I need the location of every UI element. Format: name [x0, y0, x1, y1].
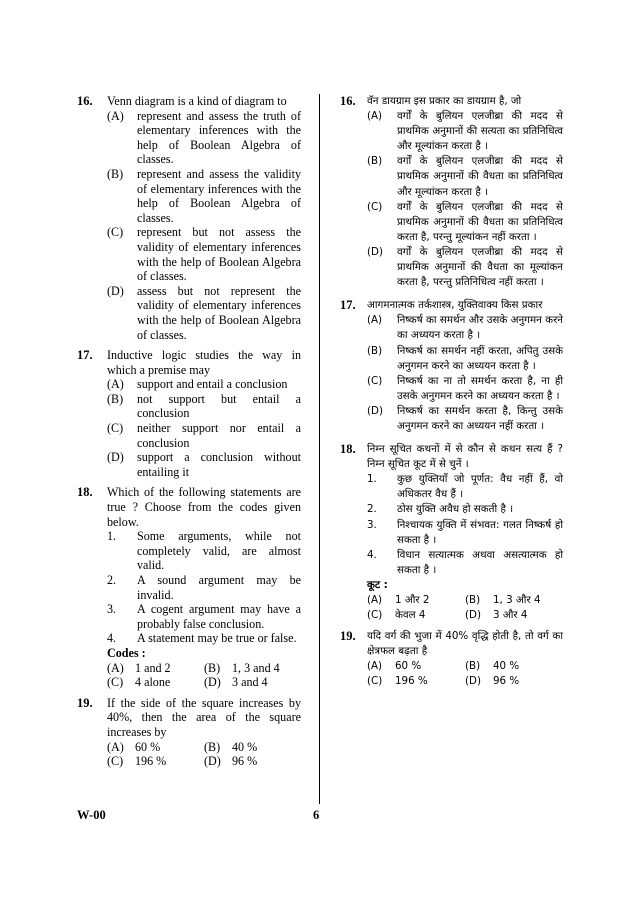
option-text: वर्गों के बुलियन एलजीब्रा की मदद से प्राथमिक अनुमानों की वैधता का प्रतिनिधित्व और मूल्यांकन करता है । [397, 155, 563, 198]
question-18 [77, 485, 301, 689]
option-text: 1 और 2 [395, 594, 430, 606]
question-text: If the side of the square increases by 40%, then the area of the square increases by [107, 695, 301, 739]
statement-label: 4. [107, 631, 117, 646]
option-label: (A) [107, 108, 124, 123]
question-text: Inductive logic studies the way in which a premise may [107, 348, 301, 377]
statement-label: 3. [107, 602, 117, 617]
statement-label: 2. [107, 573, 117, 587]
option-label: (B) [367, 344, 383, 357]
option-d[interactable] [204, 754, 301, 769]
english-column [77, 94, 301, 769]
statement-label: 1. [107, 529, 117, 544]
question-text: आगमनात्मक तर्कशास्त्र, युक्तिवाक्य किस प्रकार [367, 299, 543, 312]
paper-code: W-00 [77, 808, 106, 822]
option-d[interactable] [204, 675, 301, 690]
option-a[interactable] [367, 659, 465, 674]
option-b[interactable] [204, 661, 301, 676]
option-text: केवल 4 [395, 609, 426, 622]
option-label: (C) [107, 675, 124, 690]
option-label: (B) [107, 166, 124, 181]
option-c[interactable] [107, 225, 301, 283]
code-options [367, 593, 563, 623]
option-label: (C) [367, 200, 383, 213]
option-text: represent but not assess the validity of elementary inferences with the help of Boolean Algebra of classes. [137, 225, 301, 284]
option-text: 1, 3 and 4 [232, 660, 280, 675]
option-label: (A) [367, 660, 383, 673]
question-17 [77, 348, 301, 479]
statement-3 [367, 518, 563, 548]
statement-label: 2. [367, 503, 377, 516]
statement-2 [107, 573, 301, 602]
question-text: वॅन डायग्राम इस प्रकार का डायग्राम है, जो [367, 95, 522, 107]
statement-label: 4. [367, 548, 377, 561]
option-text: 3 and 4 [232, 675, 268, 690]
option-b[interactable] [367, 344, 563, 374]
option-label: (D) [107, 450, 124, 465]
option-text: वर्गों के बुलियन एलजीब्रा की मदद से प्राथमिक अनुमानों की सत्यता का प्रतिनिधित्व और मूल्यांकन करता है । [397, 110, 563, 153]
option-a[interactable] [107, 377, 301, 392]
option-a[interactable] [107, 109, 301, 167]
code-options [107, 661, 301, 690]
option-b[interactable] [465, 593, 563, 608]
question-16 [77, 94, 301, 342]
option-d[interactable] [107, 284, 301, 342]
statement-text: कुछ युक्तियाँ जो पूर्णत: वैध नहीं हैं, वो अधिकतर वैध हैं । [397, 473, 563, 501]
option-c[interactable] [367, 200, 563, 245]
option-text: neither support nor entail a conclusion [137, 421, 301, 450]
page-number: 6 [313, 808, 320, 822]
statement-text: विधान सत्यात्मक अथवा असत्यात्मक हो सकता है । [397, 548, 563, 576]
question-number: 17. [77, 348, 93, 363]
option-d[interactable] [465, 608, 563, 623]
option-label: (C) [107, 225, 124, 240]
statement-label: 3. [367, 518, 377, 531]
option-label: (B) [367, 155, 383, 168]
option-c[interactable] [367, 608, 465, 623]
option-a[interactable] [367, 109, 563, 154]
option-c[interactable] [107, 754, 204, 769]
question-number: 19. [77, 695, 93, 710]
statement-3 [107, 602, 301, 631]
option-c[interactable] [367, 374, 563, 404]
option-a[interactable] [367, 313, 563, 343]
question-17 [337, 298, 563, 434]
answer-options [367, 659, 563, 689]
statement-2 [367, 502, 563, 517]
option-text: 96 % [232, 754, 258, 769]
option-label: (A) [367, 594, 383, 606]
option-text: 196 % [395, 675, 428, 688]
option-text: 1, 3 और 4 [493, 594, 541, 606]
option-d[interactable] [367, 404, 563, 434]
option-text: निष्कर्ष का समर्थन और उसके अनुगमन करने का अध्ययन करता है । [397, 314, 563, 342]
question-16 [337, 94, 563, 290]
option-label: (D) [367, 404, 383, 417]
question-text: यदि वर्ग की भुजा में 40% वृद्धि होती है, तो वर्ग का क्षेत्रफल बढ़ता है [367, 630, 563, 658]
statement-4 [107, 631, 301, 646]
codes-title: Codes : [107, 645, 146, 660]
option-label: (C) [367, 675, 383, 688]
option-text: 3 और 4 [493, 609, 528, 622]
option-text: 1 and 2 [135, 660, 171, 675]
option-label: (D) [465, 675, 481, 688]
option-b[interactable] [107, 392, 301, 421]
statement-4 [367, 548, 563, 578]
option-b[interactable] [367, 154, 563, 199]
option-label: (D) [204, 675, 221, 690]
question-number: 16. [77, 94, 93, 108]
question-number: 18. [77, 485, 93, 500]
option-b[interactable] [107, 167, 301, 225]
column-divider [319, 94, 320, 804]
option-text: निष्कर्ष का समर्थन करता है, किन्तु उसके अनुगमन करने का अध्ययन नहीं करता । [397, 404, 563, 432]
statement-text: A sound argument may be invalid. [137, 573, 301, 602]
statement-1 [107, 529, 301, 573]
option-text: 96 % [493, 675, 520, 688]
option-text: represent and assess the truth of elementary inferences with the help of Boolean Algebra of classes. [137, 108, 301, 167]
option-a[interactable] [107, 740, 204, 755]
option-label: (D) [465, 609, 481, 622]
option-d[interactable] [465, 674, 563, 689]
question-19 [337, 629, 563, 689]
option-text: assess but not represent the validity of elementary inferences with the help of Boolean Algebra of classes. [137, 283, 301, 342]
option-text: 60 % [395, 660, 422, 673]
option-text: not support but entail a conclusion [137, 391, 301, 421]
option-text: support and entail a conclusion [137, 377, 288, 392]
option-label: (B) [204, 660, 221, 675]
codes-title: कूट : [367, 578, 388, 591]
hindi-column [337, 94, 563, 690]
option-a[interactable] [107, 661, 204, 676]
question-number: 17. [340, 298, 356, 313]
option-text: 196 % [135, 754, 167, 769]
statement-text: A statement may be true or false. [137, 631, 297, 646]
option-label: (B) [465, 660, 481, 673]
option-label: (A) [367, 110, 383, 123]
option-label: (D) [107, 283, 124, 298]
option-b[interactable] [204, 740, 301, 755]
statement-text: A cogent argument may have a probably false conclusion. [137, 602, 301, 631]
question-18 [337, 442, 563, 623]
option-label: (C) [367, 609, 383, 622]
option-label: (B) [204, 739, 221, 754]
statement-text: निश्चायक युक्ति में संभवत: गलत निष्कर्ष हो सकता है । [397, 518, 563, 546]
option-text: 40 % [232, 739, 258, 754]
question-19 [77, 696, 301, 769]
question-text: Which of the following statements are true ? Choose from the codes given below. [107, 485, 301, 529]
statement-1 [367, 472, 563, 502]
option-d[interactable] [107, 450, 301, 479]
option-label: (C) [367, 374, 383, 387]
question-text: Venn diagram is a kind of diagram to [107, 94, 287, 108]
option-c[interactable] [107, 675, 204, 690]
option-label: (C) [107, 754, 124, 769]
option-text: 40 % [493, 660, 520, 673]
question-number: 16. [340, 94, 356, 108]
option-text: support a conclusion without entailing it [137, 450, 301, 479]
option-label: (B) [107, 391, 124, 406]
option-text: निष्कर्ष का समर्थन नहीं करता, अपितु उसके अनुगमन करने का अध्ययन करता है । [397, 344, 563, 372]
option-text: represent and assess the validity of elementary inferences with the help of Boolean Algebra of classes. [137, 166, 301, 225]
option-d[interactable] [367, 245, 563, 290]
option-text: 60 % [135, 739, 161, 754]
option-label: (A) [107, 660, 124, 675]
option-label: (A) [367, 314, 383, 327]
option-c[interactable] [367, 674, 465, 689]
option-text: निष्कर्ष का ना तो समर्थन करता है, ना ही उसके अनुगमन करने का अध्ययन करता है । [397, 374, 563, 402]
question-text: निम्न सूचित कथनों में से कौन से कथन सत्य हैं ? निम्न सूचित कूट में से चुनें । [367, 443, 563, 471]
statement-text: Some arguments, while not completely valid, are almost valid. [137, 529, 301, 573]
option-text: 4 alone [135, 675, 171, 690]
option-label: (B) [465, 594, 481, 606]
option-label: (A) [107, 739, 124, 754]
option-label: (C) [107, 421, 124, 436]
statement-label: 1. [367, 473, 377, 486]
option-text: वर्गों के बुलियन एलजीब्रा की मदद से प्राथमिक अनुमानों की वैधता का मूल्यांकन करता है, परन्तु प्रतिनिधित्व नहीं करता । [397, 245, 563, 289]
answer-options [107, 740, 301, 769]
option-c[interactable] [107, 421, 301, 450]
option-label: (D) [367, 245, 383, 258]
option-label: (D) [204, 754, 221, 769]
option-label: (A) [107, 377, 124, 392]
option-b[interactable] [465, 659, 563, 674]
question-number: 19. [340, 629, 356, 644]
statement-text: ठोस युक्ति अवैध हो सकती है । [397, 503, 514, 516]
option-text: वर्गों के बुलियन एलजीब्रा की मदद से प्राथमिक अनुमानों की वैधता का प्रतिनिधित्व करता है, परन्तु मूल्यांकन नहीं करता । [397, 200, 563, 243]
option-a[interactable] [367, 593, 465, 608]
question-number: 18. [340, 442, 356, 457]
